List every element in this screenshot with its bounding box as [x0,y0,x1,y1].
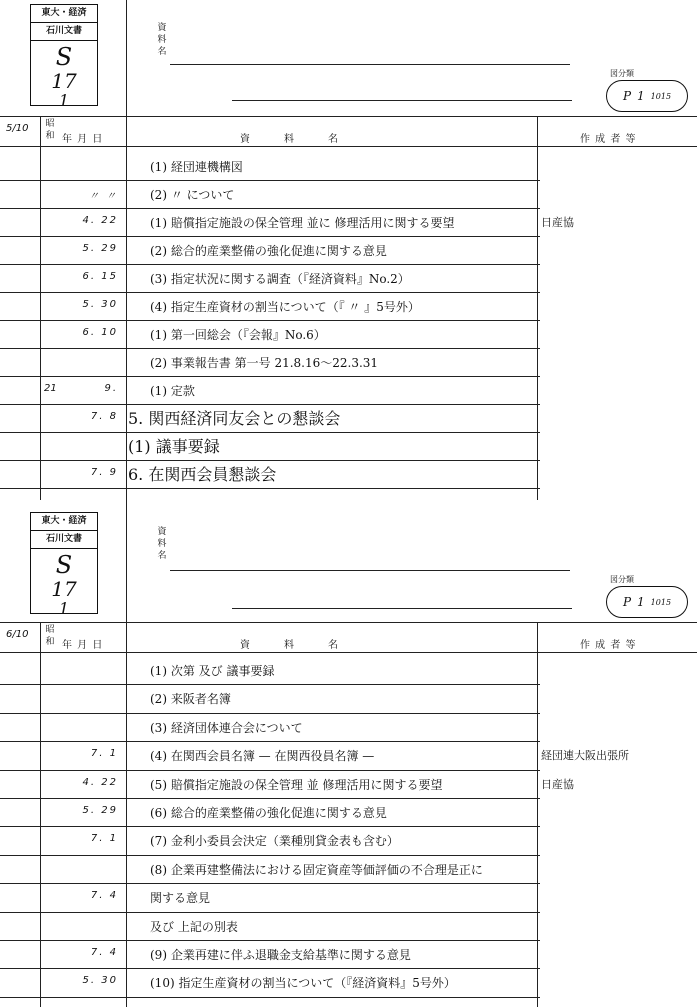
row-title: (9) 企業再建に伴ふ退職金支給基準に関する意見 [150,948,411,962]
row-title: (10) 指定生産資材の割当について（『経済資料』5号外） [150,976,456,991]
col-date: 年 月 日 [62,134,104,145]
row-title: (1) 議事要録 [128,437,220,456]
row-title: 6. 在関西会員懇談会 [128,465,277,484]
row-title: (3) 指定状況に関する調査（『経済資料』No.2） [150,272,410,286]
classification-value: P [622,89,632,103]
classification-value: P [622,595,632,609]
era-label: 昭 和 [45,119,55,141]
row-date: 4. 22 [82,215,118,226]
row-title: (5) 賠償指定施設の保全管理 並 修理活用に関する要望 [150,777,443,792]
row-title: (3) 経済団体連合会について [150,720,303,735]
material-name-label: 資 料 名 [157,527,167,561]
row-title: (1) 定款 [150,384,195,398]
classification-num: 1015 [650,597,672,607]
row-date: 7. 1 [90,833,118,845]
row-date: 7. 4 [90,890,118,902]
top-corner-mark: 5/10 [6,123,29,134]
stamp-line2: 石川文書 [31,531,97,549]
row-date: 5. 29 [82,805,118,816]
row-date: 5. 29 [82,243,118,254]
material-name-label: 資 料 名 [157,23,167,57]
row-era: 21 [44,383,57,394]
row-title: 関する意見 [150,891,211,906]
row-author: 経団連大阪出張所 [541,749,629,763]
row-title: (4) 指定生産資材の割当について（『 〃 』5号外） [150,300,420,314]
col-date: 年 月 日 [62,640,104,651]
row-date: 7. 4 [90,947,118,958]
row-date: 6. 10 [82,327,118,338]
row-title: (2) 〃 について [150,188,235,202]
classification-oval [606,586,688,618]
row-title: (1) 賠償指定施設の保全管理 並に 修理活用に関する要望 [150,216,455,230]
row-title: 5. 関西経済同友会との懇談会 [128,409,341,428]
row-author: 日産協 [541,777,574,791]
row-date: 6. 15 [82,271,118,282]
classification-label: 図分類 [610,575,634,584]
col-material: 資 料 名 [240,134,339,145]
classification-sub: 1 [637,89,645,103]
stamp-line1: 東大・経済 [31,5,97,23]
row-title: (4) 在関西会員名簿 — 在関西役員名簿 — [150,749,375,764]
classification-oval [606,80,688,112]
row-title: (2) 来阪者名簿 [150,692,231,707]
row-date: 4. 22 [82,776,118,788]
stamp-code1: S [55,43,73,71]
stamp-code2: 17 [51,577,77,601]
stamp-line2: 石川文書 [31,23,97,41]
row-title: (7) 金利小委員会決定（業種別貸金表も含む） [150,834,399,849]
classification-num: 1015 [650,91,672,101]
row-title: 及び 上記の別表 [150,919,238,934]
row-title: (2) 総合的産業整備の強化促進に関する意見 [150,244,387,258]
row-title: (1) 第一回総会（『会報』No.6） [150,328,326,342]
bottom-corner-mark: 6/10 [6,629,29,640]
row-date: 7. 8 [90,411,118,422]
row-date: 7. 9 [90,467,118,478]
stamp-code2: 17 [51,69,77,93]
archive-stamp-bottom [30,512,98,618]
row-title: (1) 次第 及び 議事要録 [150,664,275,678]
row-title: (2) 事業報告書 第一号 21.8.16〜22.3.31 [150,356,379,370]
row-date: 5. 30 [82,975,118,987]
classification-sub: 1 [637,595,645,609]
stamp-code1: S [55,551,73,579]
row-title: (8) 企業再建整備法における固定資産等価評価の不合理是正に [150,862,483,877]
row-date: 7. 1 [90,748,118,760]
stamp-line1: 東大・経済 [31,513,97,531]
row-date: 5. 30 [82,299,118,310]
classification-label: 図分類 [610,69,634,78]
stamp-code3: 1 [58,91,70,110]
era-label: 昭 和 [45,625,55,647]
archive-stamp [30,4,98,110]
row-title: (1) 経団連機構図 [150,160,243,174]
col-author: 作 成 者 等 [580,640,637,651]
col-author: 作 成 者 等 [580,134,637,145]
stamp-code3: 1 [58,599,70,618]
row-date: 〃 〃 [88,191,118,202]
row-title: (6) 総合的産業整備の強化促進に関する意見 [150,806,387,820]
col-material: 資 料 名 [240,640,339,651]
row-date: 9. [104,383,118,394]
row-author: 日産協 [541,216,574,229]
